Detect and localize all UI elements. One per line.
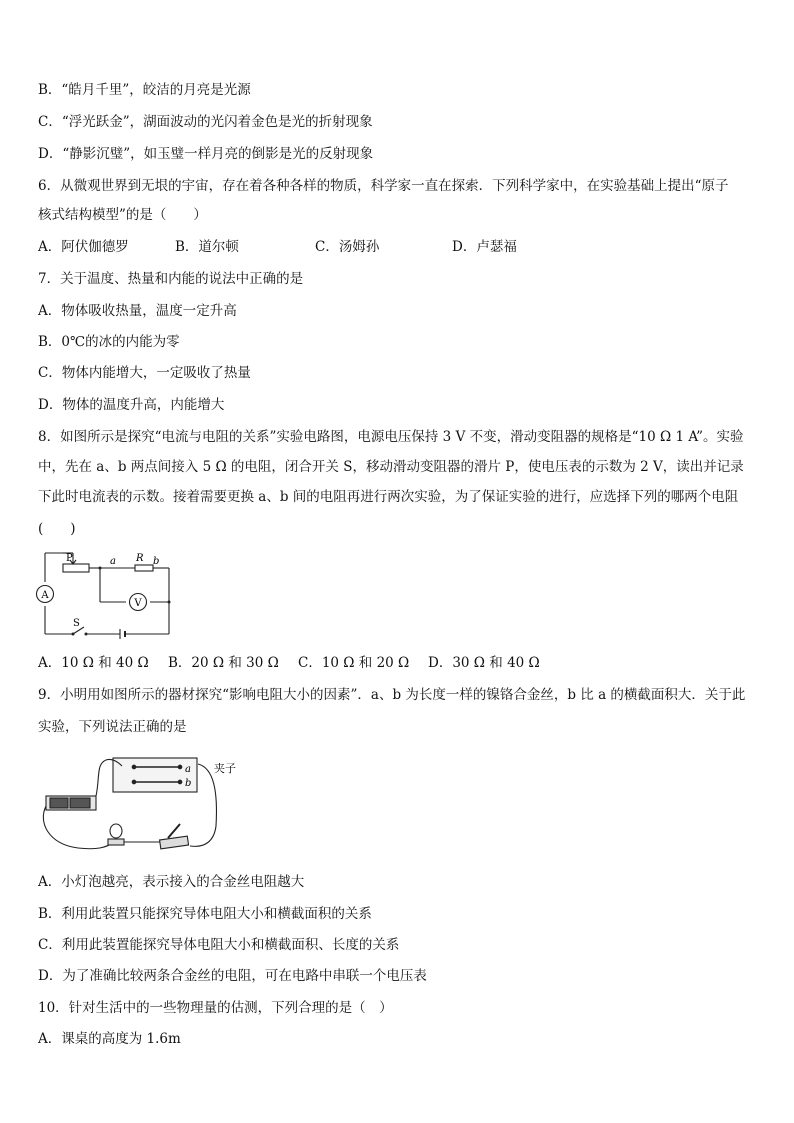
q9-option-b: B．利用此装置只能探究导体电阻大小和横截面积的关系	[38, 906, 372, 922]
switch-s-label: S	[73, 618, 80, 629]
q5-option-d: D．“静影沉璧”，如玉璧一样月亮的倒影是光的反射现象	[38, 146, 374, 162]
q8-circuit-diagram	[30, 545, 180, 643]
q5-option-c: C．“浮光跃金”，湖面波动的光闪着金色是光的折射现象	[38, 114, 373, 130]
q8-option-c: C．10 Ω 和 20 Ω	[298, 655, 410, 671]
q9-option-c: C．利用此装置能探究导体电阻大小和横截面积、长度的关系	[38, 937, 400, 953]
voltmeter-label: V	[134, 598, 142, 609]
q9-stem-line1: 9．小明用如图所示的器材探究“影响电阻大小的因素”．a、b 为长度一样的镍铬合金丝，b 比 a 的横截面积大．关于此	[38, 687, 746, 703]
resistor-r-label: R	[136, 553, 144, 564]
q9-apparatus-figure	[38, 752, 253, 862]
q8-stem-line1: 8．如图所示是探究“电流与电阻的关系”实验电路图，电源电压保持 3 V 不变，滑动变阻器的规格是“10 Ω 1 A”。实验	[38, 429, 744, 445]
q9-option-d: D．为了准确比较两条合金丝的电阻，可在电路中串联一个电压表	[38, 968, 427, 984]
q8-option-a: A．10 Ω 和 40 Ω	[38, 655, 149, 671]
q6-stem-line1: 6．从微观世界到无垠的宇宙，存在着各种各样的物质，科学家一直在探索．下列科学家中，在实验基础上提出“原子	[38, 178, 729, 194]
slider-p-label: P	[66, 553, 73, 564]
q10-option-a: A．课桌的高度为 1.6m	[38, 1031, 181, 1047]
q7-option-d: D．物体的温度升高，内能增大	[38, 397, 225, 413]
q9-option-a: A．小灯泡越亮，表示接入的合金丝电阻越大	[38, 874, 305, 890]
q7-option-a: A．物体吸收热量，温度一定升高	[38, 303, 237, 319]
point-a-label: a	[110, 556, 116, 567]
q9-stem-line2: 实验，下列说法正确的是	[38, 719, 187, 735]
point-b-label: b	[153, 556, 160, 567]
q6-option-b: B．道尔顿	[175, 239, 239, 255]
q5-option-b: B．“皓月千里”，皎洁的月亮是光源	[38, 82, 251, 98]
q6-option-a: A．阿伏伽德罗	[38, 239, 129, 255]
q7-option-c: C．物体内能增大，一定吸收了热量	[38, 365, 251, 381]
q6-stem-line2: 核式结构模型”的是（ ）	[38, 207, 207, 223]
q7-stem: 7．关于温度、热量和内能的说法中正确的是	[38, 271, 304, 287]
q8-stem-line3: 下此时电流表的示数。接着需要更换 a、b 间的电阻再进行两次实验，为了保证实验的进行，应选择下列的哪两个电阻	[38, 489, 739, 505]
q10-stem: 10．针对生活中的一些物理量的估测，下列合理的是（ ）	[38, 1000, 393, 1016]
clip-label: 夹子	[214, 762, 236, 775]
q6-option-d: D．卢瑟福	[452, 239, 517, 255]
q8-stem-line4: ( )	[38, 521, 76, 537]
q6-option-c: C．汤姆孙	[315, 239, 380, 255]
ammeter-label: A	[41, 590, 49, 601]
q8-stem-line2: 中，先在 a、b 两点间接入 5 Ω 的电阻，闭合开关 S，移动滑动变阻器的滑片 P，使电压表的示数为 2 V，读出并记录	[38, 459, 744, 475]
q8-option-b: B．20 Ω 和 30 Ω	[168, 655, 279, 671]
wire-b-label: b	[185, 778, 192, 789]
q7-option-b: B．0℃的冰的内能为零	[38, 334, 180, 350]
wire-a-label: a	[185, 764, 191, 775]
q8-option-d: D．30 Ω 和 40 Ω	[428, 655, 540, 671]
